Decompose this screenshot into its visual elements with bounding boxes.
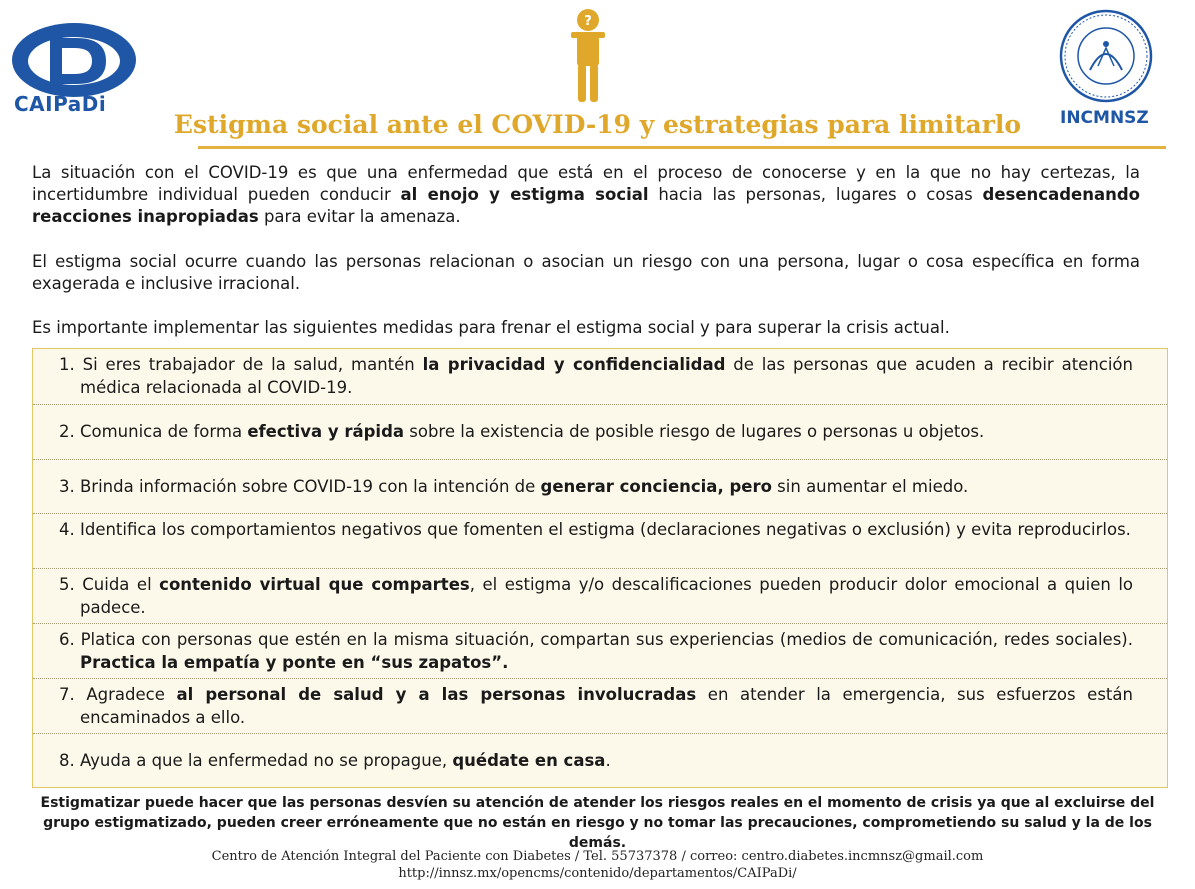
list-item bbox=[33, 405, 1167, 460]
text-segment: para evitar la amenaza. bbox=[258, 207, 461, 226]
bold-text: efectiva y rápida bbox=[247, 422, 405, 441]
list-item bbox=[33, 734, 1167, 788]
text-segment: El estigma social ocurre cuando las personas relacionan o asocian un riesgo con una persona, lugar o cosa específica en forma exagerada e inclusive irracional. bbox=[32, 252, 1140, 293]
list-item bbox=[33, 514, 1167, 569]
text-segment: 8. Ayuda a que la enfermedad no se propague, bbox=[59, 751, 453, 770]
institutional-seal-icon bbox=[1058, 8, 1154, 104]
bold-text: al personal de salud y a las personas involucradas bbox=[176, 685, 697, 704]
bold-text: Practica la empatía y ponte en “sus zapatos”. bbox=[80, 653, 509, 672]
caipadi-logo-text: CAIPaDi bbox=[14, 92, 107, 116]
text-segment: 3. Brinda información sobre COVID-19 con la intención de bbox=[59, 477, 541, 496]
bold-text: generar conciencia, pero bbox=[540, 477, 772, 496]
website-link[interactable]: http://innsz.mx/opencms/contenido/departamentos/CAIPaDi/ bbox=[398, 866, 797, 881]
list-item bbox=[33, 460, 1167, 514]
text-segment: sobre la existencia de posible riesgo de lugares o personas u objetos. bbox=[404, 422, 985, 441]
text-segment: 6. Platica con personas que estén en la misma situación, compartan sus experiencias (medios de comunicación, redes sociales). bbox=[59, 630, 1133, 649]
list-item bbox=[33, 569, 1167, 624]
text-segment: 2. Comunica de forma bbox=[59, 422, 248, 441]
text-segment: 5. Cuida el bbox=[59, 575, 160, 594]
text-segment: 1. Si eres trabajador de la salud, mantén bbox=[59, 355, 423, 374]
bold-text: la privacidad y confidencialidad bbox=[422, 355, 726, 374]
page-title: Estigma social ante el COVID-19 y estrategias para limitarlo bbox=[173, 110, 1022, 139]
text-segment: La situación con el COVID-19 es que una enfermedad que está en el proceso de conocerse y en la que no hay certezas, la incertidumbre individual pueden conducir bbox=[32, 163, 1140, 204]
intro-paragraph-3 bbox=[32, 317, 1140, 339]
text-segment: en atender la emergencia, sus esfuerzos están encaminados a ello. bbox=[80, 685, 1133, 727]
stigma-warning: Estigmatizar puede hacer que las personas desvíen su atención de atender los riesgos reales en el momento de crisis ya que al excluirse del grupo estigmatizado, pueden creer erróneamente que no están en riesgo y no tomar las precauciones, comprometiendo su salud y la de los demás. bbox=[40, 795, 1155, 851]
incmnsz-logo-text: INCMNSZ bbox=[1060, 108, 1149, 128]
text-segment: 4. Identifica los comportamientos negativos que fomenten el estigma (declaraciones negativas o exclusión) y evita reproducirlos. bbox=[59, 520, 1131, 539]
text-segment: . bbox=[605, 751, 611, 770]
bold-text: contenido virtual que compartes bbox=[159, 575, 470, 594]
intro-paragraph-1 bbox=[32, 162, 1140, 228]
bold-text: al enojo y estigma social bbox=[400, 185, 649, 204]
person-question-icon bbox=[563, 6, 613, 106]
bold-text: desencadenando reacciones inapropiadas bbox=[32, 185, 1140, 226]
text-segment: sin aumentar el miedo. bbox=[771, 477, 969, 496]
list-item bbox=[33, 624, 1167, 679]
text-segment: hacia las personas, lugares o cosas bbox=[648, 185, 983, 204]
measures-list bbox=[32, 348, 1168, 788]
bold-text: quédate en casa bbox=[452, 751, 606, 770]
title-divider bbox=[198, 146, 1166, 149]
text-segment: Es importante implementar las siguientes medidas para frenar el estigma social y para superar la crisis actual. bbox=[32, 318, 950, 337]
list-item bbox=[33, 349, 1167, 405]
contact-info: Centro de Atención Integral del Paciente con Diabetes / Tel. 55737378 / correo: centro.diabetes.incmnsz@gmail.com bbox=[211, 849, 984, 864]
text-segment: 7. Agradece bbox=[59, 685, 177, 704]
text-segment: , el estigma y/o descalificaciones pueden producir dolor emocional a quien lo padece. bbox=[80, 575, 1133, 617]
text-segment: de las personas que acuden a recibir atención médica relacionada al COVID-19. bbox=[80, 355, 1133, 397]
list-item bbox=[33, 679, 1167, 734]
svg-text:?: ? bbox=[584, 14, 592, 29]
intro-paragraph-2 bbox=[32, 251, 1140, 295]
